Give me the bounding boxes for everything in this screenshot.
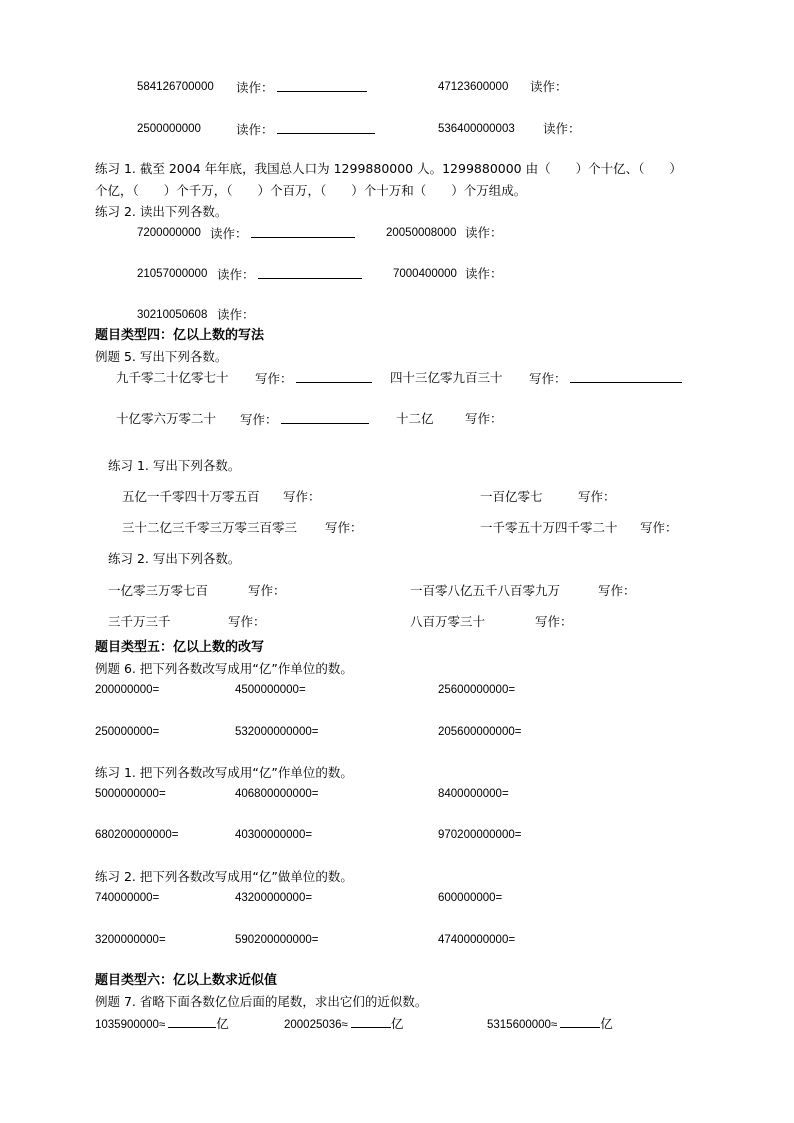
answer-blank[interactable]	[168, 1015, 216, 1028]
chinese-number: 一千零五十万四千零二十	[480, 520, 618, 535]
number-item: 21057000000	[137, 268, 208, 280]
read-label: 读作：	[210, 225, 355, 242]
write-label: 写作：	[640, 520, 678, 535]
conversion-item: 406800000000=	[235, 788, 319, 800]
number-item: 47123600000	[438, 81, 509, 93]
conversion-item: 680200000000=	[95, 829, 179, 841]
read-label: 读作：	[217, 266, 362, 283]
read-label: 读作：	[465, 225, 503, 240]
answer-blank[interactable]	[560, 1015, 600, 1028]
write-label: 写作：	[228, 614, 266, 629]
conversion-item: 5000000000=	[95, 788, 166, 800]
write-label: 写作：	[535, 614, 573, 629]
answer-blank[interactable]	[281, 411, 369, 424]
answer-blank[interactable]	[296, 370, 372, 383]
number-item: 584126700000	[137, 81, 214, 93]
conversion-item: 532000000000=	[235, 726, 319, 738]
answer-blank[interactable]	[277, 121, 375, 134]
practice-title: 练习 2. 写出下列各数。	[108, 551, 241, 566]
conversion-item: 47400000000=	[438, 934, 516, 946]
section-heading: 题目类型五：亿以上数的改写	[95, 640, 265, 655]
chinese-number: 十亿零六万零二十	[116, 411, 217, 426]
chinese-number: 一亿零三万零七百	[108, 583, 209, 598]
number-item: 2500000000	[137, 123, 201, 135]
chinese-number: 一百亿零七	[480, 489, 543, 504]
write-label: 写作：	[255, 370, 372, 387]
practice-title: 练习 2. 把下列各数改写成用“亿”做单位的数。	[95, 869, 353, 884]
approx-item: 5315600000≈ 亿	[487, 1016, 613, 1031]
conversion-item: 25600000000=	[438, 684, 516, 696]
conversion-item: 205600000000=	[438, 726, 522, 738]
section-heading: 题目类型四：亿以上数的写法	[95, 328, 265, 343]
read-label: 读作：	[465, 266, 503, 281]
read-label: 读作：	[236, 79, 367, 96]
number-item: 20050008000	[386, 227, 457, 239]
write-label: 写作：	[283, 489, 321, 504]
write-label: 写作：	[248, 583, 286, 598]
chinese-number: 八百万零三十	[410, 614, 486, 629]
conversion-item: 8400000000=	[438, 788, 509, 800]
conversion-item: 590200000000=	[235, 934, 319, 946]
read-label: 读作：	[217, 307, 255, 322]
example-title: 例题 5. 写出下列各数。	[95, 349, 228, 364]
number-item: 30210050608	[137, 309, 208, 321]
practice2-title: 练习 2. 读出下列各数。	[95, 204, 228, 219]
write-label: 写作：	[529, 370, 682, 387]
practice1-line2: 个亿，（ ）个千万，（ ）个百万，（ ）个十万和（ ）个万组成。	[95, 183, 527, 198]
approx-item: 200025036≈ 亿	[284, 1016, 404, 1031]
conversion-item: 43200000000=	[235, 892, 313, 904]
chinese-number: 三十二亿三千零三万零三百零三	[122, 520, 298, 535]
example-title: 例题 7. 省略下面各数亿位后面的尾数，求出它们的近似数。	[95, 994, 428, 1009]
chinese-number: 九千零二十亿零七十	[116, 370, 229, 385]
read-label: 读作：	[236, 121, 375, 138]
conversion-item: 200000000=	[95, 684, 160, 696]
answer-blank[interactable]	[277, 79, 367, 92]
example-title: 例题 6. 把下列各数改写成用“亿”作单位的数。	[95, 661, 353, 676]
conversion-item: 600000000=	[438, 892, 503, 904]
practice-title: 练习 1. 写出下列各数。	[108, 458, 241, 473]
number-item: 7200000000	[137, 227, 201, 239]
practice1-line1: 练习 1. 截至 2004 年年底，我国总人口为 1299880000 人。1299880000 由（ ）个十亿、（ ）	[95, 161, 682, 176]
chinese-number: 四十三亿零九百三十	[390, 370, 503, 385]
conversion-item: 40300000000=	[235, 829, 313, 841]
write-label: 写作：	[578, 489, 616, 504]
practice-title: 练习 1. 把下列各数改写成用“亿”作单位的数。	[95, 765, 353, 780]
number-item: 7000400000	[393, 268, 457, 280]
answer-blank[interactable]	[351, 1015, 391, 1028]
conversion-item: 250000000=	[95, 726, 160, 738]
section-heading: 题目类型六：亿以上数求近似值	[95, 973, 278, 988]
conversion-item: 970200000000=	[438, 829, 522, 841]
conversion-item: 3200000000=	[95, 934, 166, 946]
answer-blank[interactable]	[258, 266, 362, 279]
chinese-number: 五亿一千零四十万零五百	[122, 489, 260, 504]
write-label: 写作：	[325, 520, 363, 535]
conversion-item: 4500000000=	[235, 684, 306, 696]
number-item: 536400000003	[438, 123, 515, 135]
chinese-number: 十二亿	[396, 411, 434, 426]
read-label: 读作：	[530, 79, 568, 94]
conversion-item: 740000000=	[95, 892, 160, 904]
write-label: 写作：	[598, 583, 636, 598]
write-label: 写作：	[465, 411, 503, 426]
chinese-number: 一百零八亿五千八百零九万	[410, 583, 561, 598]
answer-blank[interactable]	[570, 370, 682, 383]
approx-item: 1035900000≈ 亿	[95, 1016, 229, 1031]
read-label: 读作：	[543, 121, 581, 136]
chinese-number: 三千万三千	[108, 614, 171, 629]
answer-blank[interactable]	[251, 225, 355, 238]
write-label: 写作：	[240, 411, 369, 428]
